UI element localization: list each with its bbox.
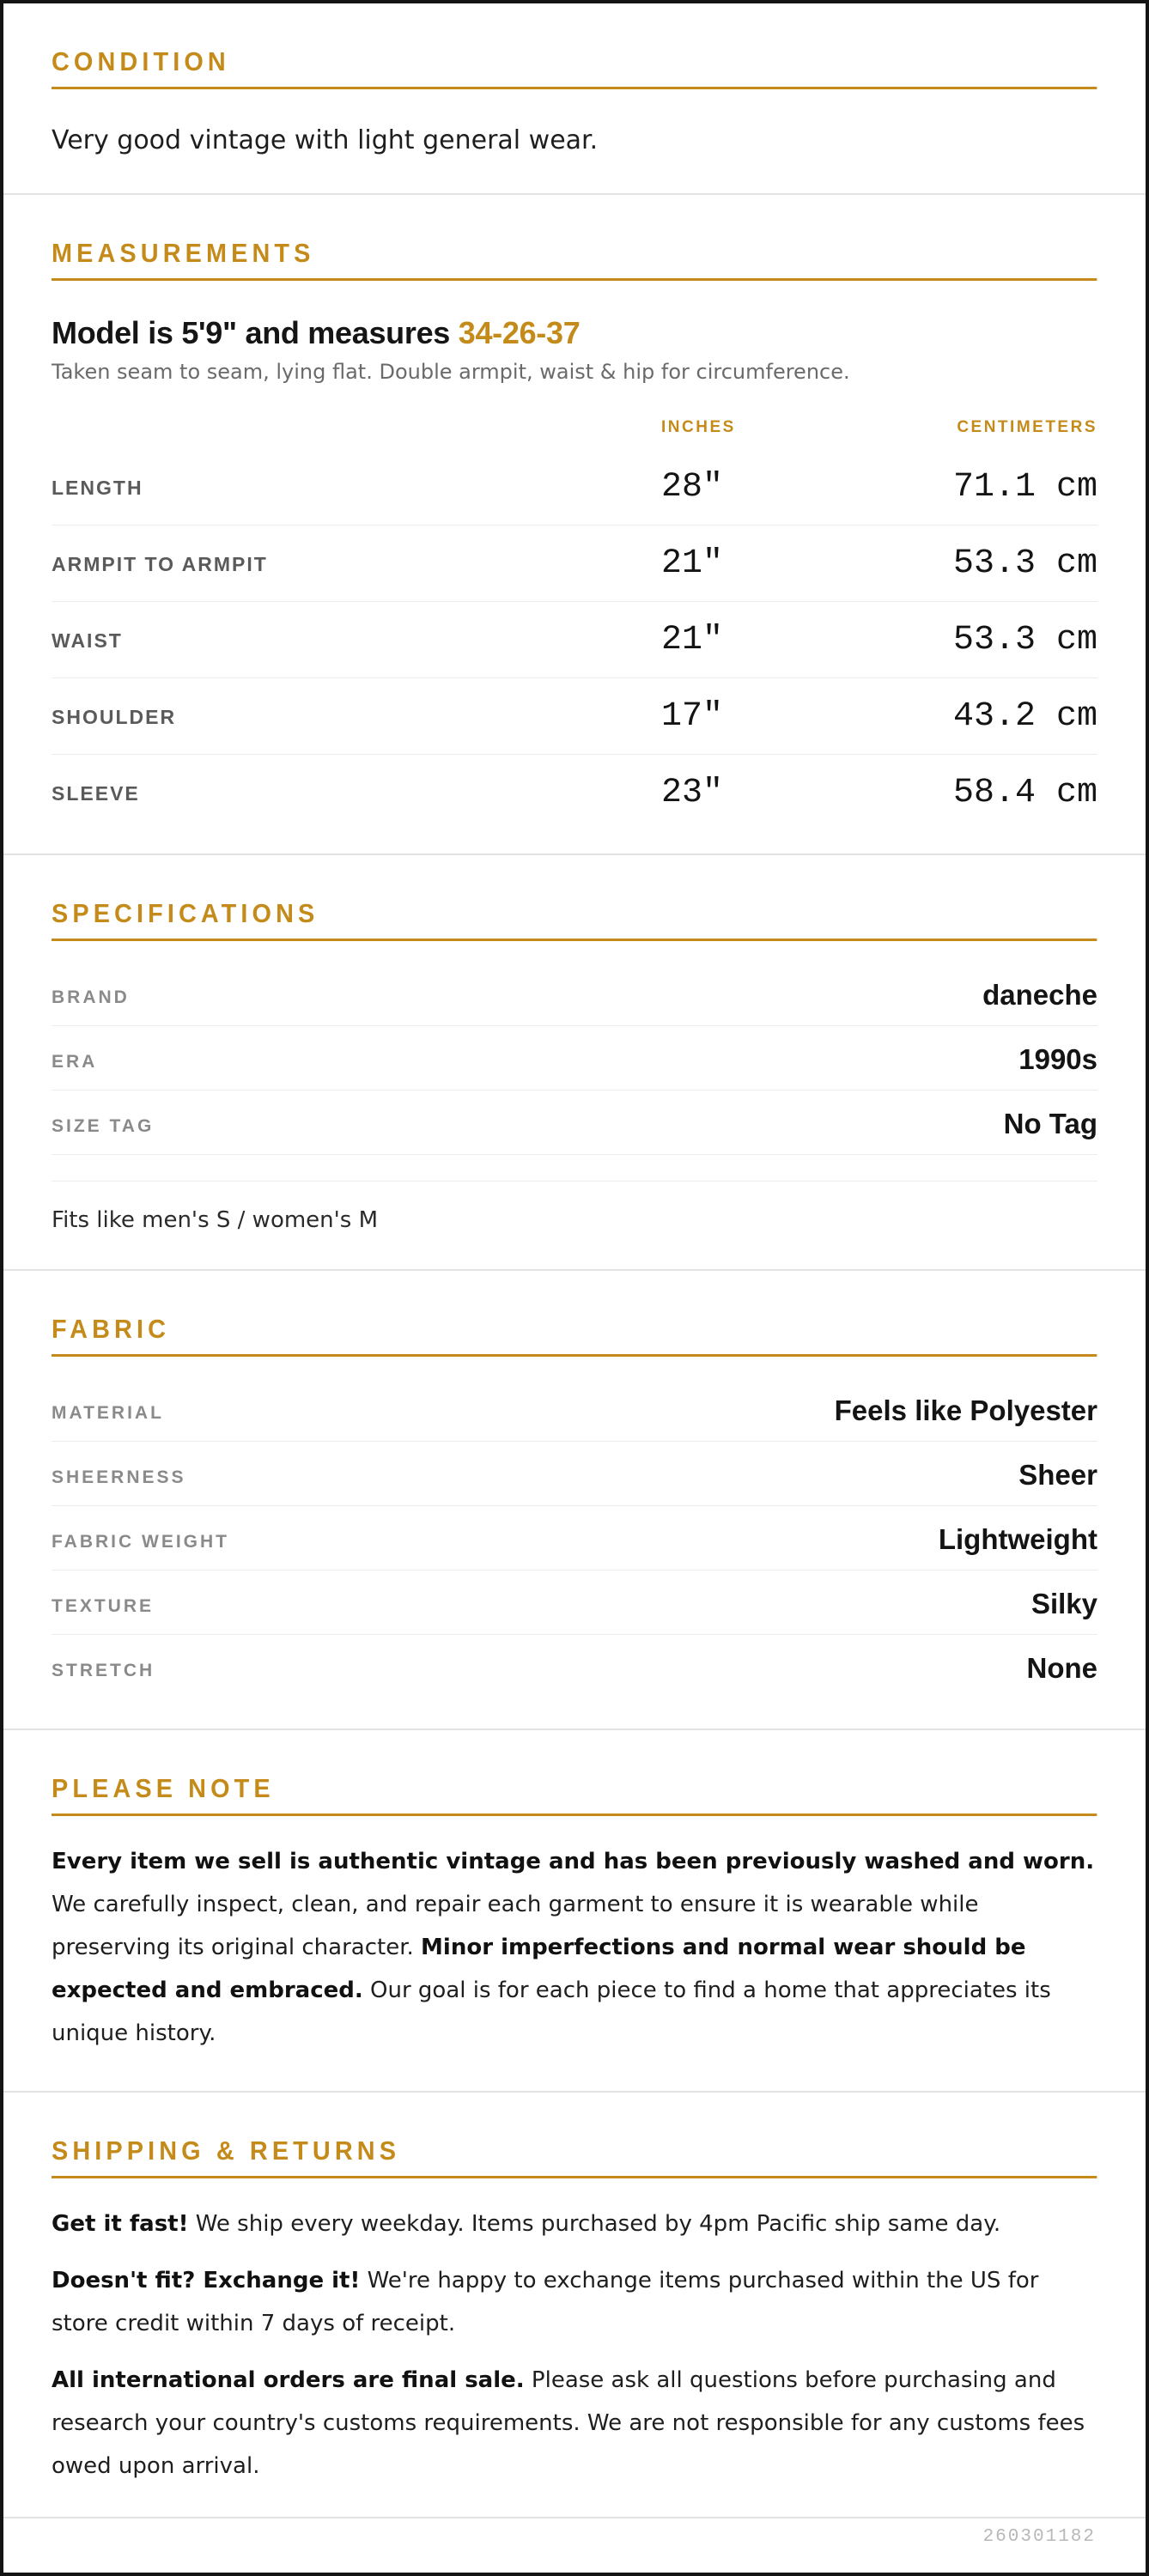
measurement-row	[52, 526, 1097, 602]
measurement-row	[52, 678, 1097, 755]
shipping-heading: SHIPPING & RETURNS	[52, 2137, 1097, 2178]
note-text-2: Our goal is for each piece to find a home that appreciates its unique history.	[52, 1978, 1051, 2046]
fabric-label: MATERIAL	[52, 1403, 164, 1423]
measurements-table	[52, 449, 1097, 831]
fabric-value: Feels like Polyester	[834, 1394, 1097, 1426]
fabric-value: Silky	[1030, 1588, 1097, 1619]
spec-value: daneche	[982, 979, 1097, 1011]
spec-label: ERA	[52, 1052, 98, 1072]
note-bold-1: Every item we sell is authentic vintage and has been previously washed and worn.	[52, 1849, 1095, 1874]
measurement-centimeters: 71.1 cm	[952, 468, 1097, 507]
fabric-label: SHEERNESS	[52, 1467, 186, 1487]
spec-value: No Tag	[1003, 1108, 1097, 1139]
fit-note: Fits like men's S / women's M	[52, 1181, 1097, 1269]
measurements-heading: MEASUREMENTS	[52, 240, 1097, 281]
shipping-bold-3: All international orders are final sale.	[52, 2367, 525, 2393]
fabric-list	[52, 1357, 1097, 1699]
measurements-subtitle: Taken seam to seam, lying flat. Double armpit, waist & hip for circumference.	[52, 360, 850, 384]
spec-row-era	[52, 1026, 1097, 1091]
shipping-paragraph-international	[52, 2359, 1097, 2488]
fabric-row-stretch	[52, 1635, 1097, 1699]
shipping-bold-2: Doesn't fit? Exchange it!	[52, 2268, 361, 2293]
model-measures-line	[52, 281, 1097, 351]
specifications-section	[3, 855, 1146, 1271]
fabric-heading: FABRIC	[52, 1315, 1097, 1357]
measurement-label: SHOULDER	[52, 706, 177, 728]
measurement-row	[52, 449, 1097, 526]
spec-label: BRAND	[52, 987, 130, 1007]
measurement-row	[52, 755, 1097, 831]
measurement-inches: 23"	[661, 774, 724, 812]
shipping-paragraph-exchange	[52, 2259, 1097, 2345]
specifications-list	[52, 941, 1097, 1155]
condition-heading: CONDITION	[52, 48, 1097, 89]
measurement-inches: 28"	[661, 468, 724, 507]
shipping-text-1: We ship every weekday. Items purchased by 4pm Pacific ship same day.	[188, 2211, 1001, 2237]
measurement-inches: 21"	[661, 621, 724, 659]
fabric-label: STRETCH	[52, 1661, 155, 1680]
spec-label: SIZE TAG	[52, 1116, 155, 1136]
fabric-row-weight	[52, 1506, 1097, 1571]
spec-row-brand	[52, 962, 1097, 1026]
fabric-label: FABRIC WEIGHT	[52, 1532, 229, 1552]
please-note-paragraph	[52, 1840, 1097, 2055]
centimeters-column-header: CENTIMETERS	[957, 418, 1097, 436]
shipping-section	[3, 2093, 1146, 2518]
condition-text: Very good vintage with light general wear.	[52, 125, 599, 155]
shipping-paragraph-fast	[52, 2202, 1097, 2245]
measurement-label: LENGTH	[52, 477, 143, 499]
item-id: 260301182	[982, 2527, 1096, 2547]
measurement-centimeters: 53.3 cm	[952, 544, 1097, 583]
measurements-section	[3, 195, 1146, 855]
please-note-section	[3, 1730, 1146, 2093]
fabric-value: Lightweight	[938, 1523, 1097, 1555]
fabric-row-texture	[52, 1571, 1097, 1635]
measurement-centimeters: 53.3 cm	[952, 621, 1097, 659]
fabric-section	[3, 1271, 1146, 1730]
fabric-value: None	[1026, 1652, 1097, 1684]
spec-row-size-tag	[52, 1091, 1097, 1155]
model-measures-value: 34-26-37	[458, 315, 581, 350]
fabric-label: TEXTURE	[52, 1596, 155, 1616]
measurement-centimeters: 58.4 cm	[952, 774, 1097, 812]
condition-section	[3, 3, 1146, 195]
fabric-row-sheerness	[52, 1442, 1097, 1506]
measurements-table-header	[52, 399, 1097, 449]
measurement-inches: 17"	[661, 697, 724, 736]
note-text-1: We carefully inspect, clean, and repair each garment to ensure it is wearable while preserving its original character.	[52, 1892, 979, 1960]
inches-column-header: INCHES	[661, 418, 736, 436]
shipping-text-2: We're happy to exchange items purchased within the US for store credit within 7 days of receipt.	[52, 2268, 1039, 2336]
shipping-bold-1: Get it fast!	[52, 2211, 189, 2237]
measurement-row	[52, 602, 1097, 678]
specifications-heading: SPECIFICATIONS	[52, 900, 1097, 941]
measurement-inches: 21"	[661, 544, 724, 583]
measurement-label: ARMPIT TO ARMPIT	[52, 553, 268, 575]
measurement-label: WAIST	[52, 629, 123, 652]
fabric-value: Sheer	[1018, 1459, 1097, 1491]
measurement-label: SLEEVE	[52, 782, 140, 805]
fabric-row-material	[52, 1377, 1097, 1442]
model-measures-prefix: Model is 5'9" and measures	[52, 315, 459, 350]
note-bold-2: Minor imperfections and normal wear should be expected and embraced.	[52, 1935, 1026, 2003]
shipping-text-3: Please ask all questions before purchasing and research your country's customs requirements. We are not responsible for any customs fees owed upon arrival.	[52, 2367, 1085, 2479]
measurement-centimeters: 43.2 cm	[952, 697, 1097, 736]
spec-value: 1990s	[1018, 1043, 1097, 1075]
please-note-heading: PLEASE NOTE	[52, 1775, 1097, 1816]
